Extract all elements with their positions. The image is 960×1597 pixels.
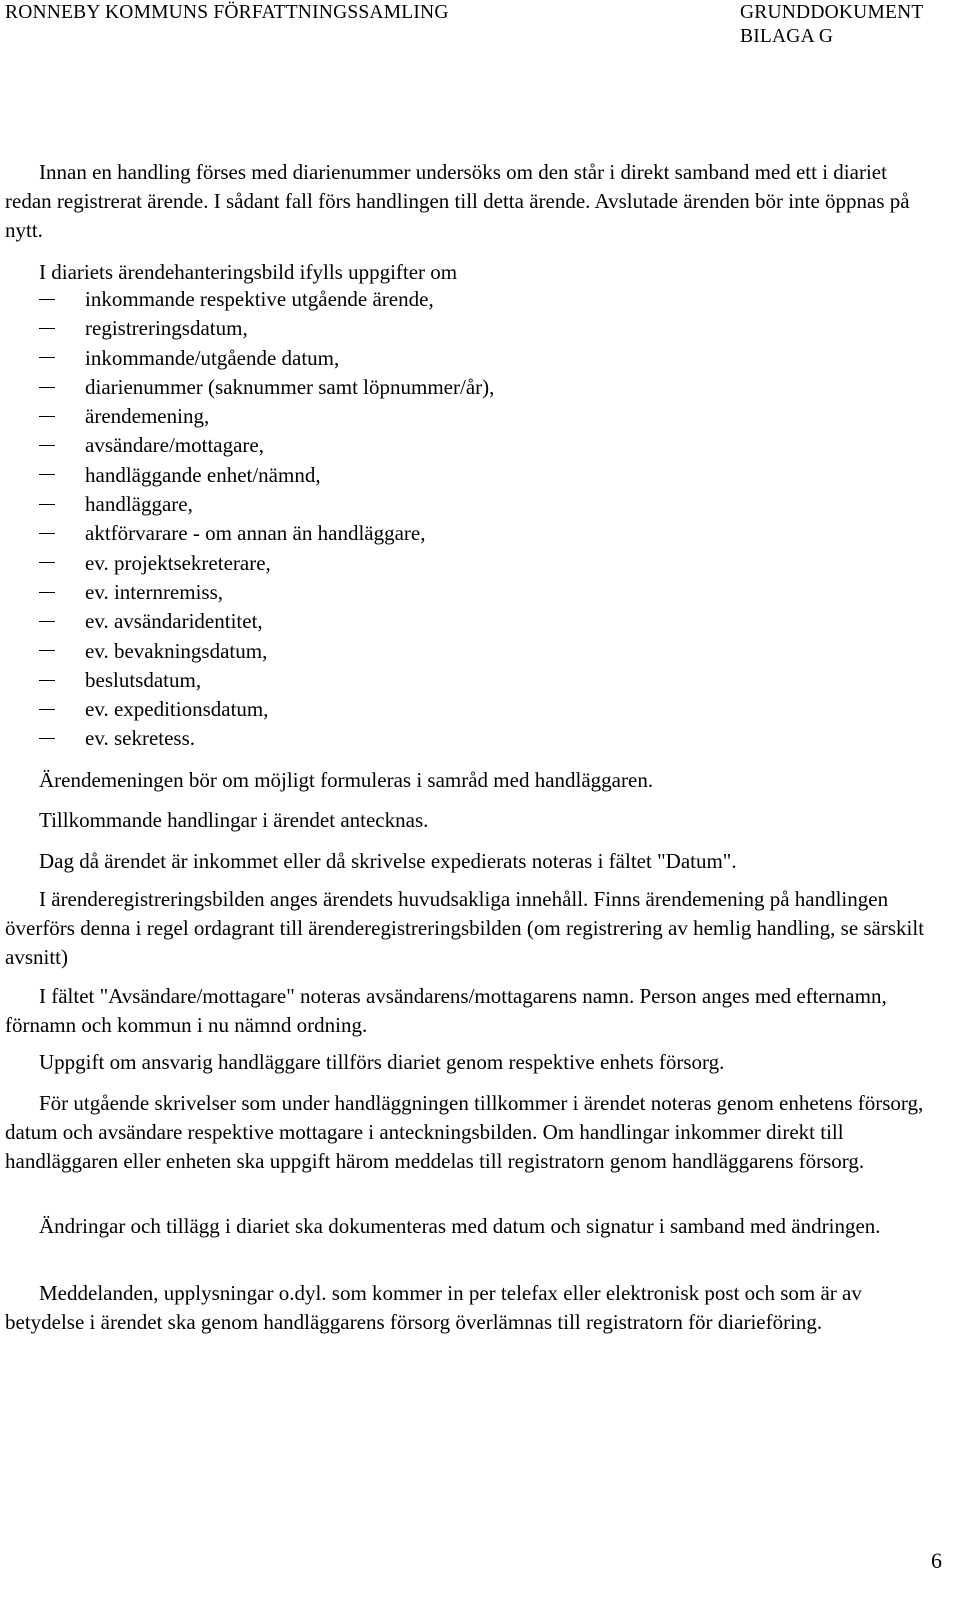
header-document-label bbox=[740, 1, 936, 49]
dash-icon bbox=[39, 328, 55, 329]
page-number: 6 bbox=[931, 1548, 942, 1573]
dash-icon bbox=[39, 445, 55, 446]
dash-icon bbox=[39, 474, 55, 475]
list-item: diarienummer (saknummer samt löpnummer/år), bbox=[39, 373, 494, 402]
paragraph-utgaende: För utgående skrivelser som under handläggningen tillkommer i ärendet noteras genom enhetens försorg, datum och avsändare respektive mottagare i anteckningsbilden. Om handlingar inkommer direkt till handläggaren eller enheten ska uppgift härom meddelas till registratorn genom handläggarens försorg. bbox=[5, 1091, 924, 1173]
dash-icon bbox=[39, 680, 55, 681]
dash-icon bbox=[39, 357, 55, 358]
dash-icon bbox=[39, 416, 55, 417]
list-item: ev. internremiss, bbox=[39, 578, 494, 607]
dash-icon bbox=[39, 738, 55, 739]
list-item: inkommande respektive utgående ärende, bbox=[39, 285, 494, 314]
list-item: handläggande enhet/nämnd, bbox=[39, 461, 494, 490]
dash-icon bbox=[39, 387, 55, 388]
list-item: ev. avsändaridentitet, bbox=[39, 607, 494, 636]
header-grunddokument: GRUNDDOKUMENT bbox=[740, 2, 924, 23]
list-item: ev. expeditionsdatum, bbox=[39, 695, 494, 724]
dash-icon bbox=[39, 504, 55, 505]
header-title: RONNEBY KOMMUNS FÖRFATTNINGSSAMLING bbox=[5, 2, 449, 23]
list-item: ev. sekretess. bbox=[39, 724, 494, 753]
dash-icon bbox=[39, 621, 55, 622]
list-item: beslutsdatum, bbox=[39, 666, 494, 695]
list-item: registreringsdatum, bbox=[39, 314, 494, 343]
line-datum: Dag då ärendet är inkommet eller då skrivelse expedierats noteras i fältet "Datum". bbox=[39, 849, 737, 873]
paragraph-registreringsbild: I ärenderegistreringsbilden anges ärendets huvudsakliga innehåll. Finns ärendemening på handlingen överförs denna i regel ordagrant till ärenderegistreringsbilden (om registrering av hemlig handling, se särskilt avsnitt) bbox=[5, 887, 925, 969]
list-item: inkommande/utgående datum, bbox=[39, 344, 494, 373]
paragraph-avsandare: I fältet "Avsändare/mottagare" noteras avsändarens/mottagarens namn. Person anges med efternamn, förnamn och kommun i nu nämnd ordning. bbox=[5, 984, 887, 1037]
list-item: ev. projektsekreterare, bbox=[39, 549, 494, 578]
dash-icon bbox=[39, 592, 55, 593]
header-bilaga: BILAGA G bbox=[740, 26, 834, 47]
dash-icon bbox=[39, 562, 55, 563]
list-lead: I diariets ärendehanteringsbild ifylls uppgifter om bbox=[39, 260, 458, 284]
intro-paragraph: Innan en handling förses med diarienummer undersöks om den står i direkt samband med ett i diariet redan registrerat ärende. I sådant fall förs handlingen till detta ärende. Avslutade ärenden bör inte öppnas på nytt. bbox=[5, 160, 910, 242]
line-tillkommande: Tillkommande handlingar i ärendet antecknas. bbox=[39, 808, 429, 832]
line-arendemening: Ärendemeningen bör om möjligt formuleras i samråd med handläggaren. bbox=[39, 768, 654, 792]
dash-icon bbox=[39, 709, 55, 710]
list-item: ev. bevakningsdatum, bbox=[39, 637, 494, 666]
dash-icon bbox=[39, 533, 55, 534]
list-item: handläggare, bbox=[39, 490, 494, 519]
list-item: ärendemening, bbox=[39, 402, 494, 431]
paragraph-handlaggare: Uppgift om ansvarig handläggare tillförs diariet genom respektive enhets försorg. bbox=[39, 1050, 725, 1074]
dash-icon bbox=[39, 650, 55, 651]
paragraph-meddelanden: Meddelanden, upplysningar o.dyl. som kommer in per telefax eller elektronisk post och som är av betydelse i ärendet ska genom handläggarens försorg överlämnas till registratorn för diarieföring. bbox=[5, 1281, 862, 1334]
list-item: aktförvarare - om annan än handläggare, bbox=[39, 519, 494, 548]
paragraph-andringar: Ändringar och tillägg i diariet ska dokumenteras med datum och signatur i samband med ändringen. bbox=[39, 1214, 881, 1238]
field-list bbox=[39, 285, 494, 754]
dash-icon bbox=[39, 299, 55, 300]
list-item: avsändare/mottagare, bbox=[39, 431, 494, 460]
